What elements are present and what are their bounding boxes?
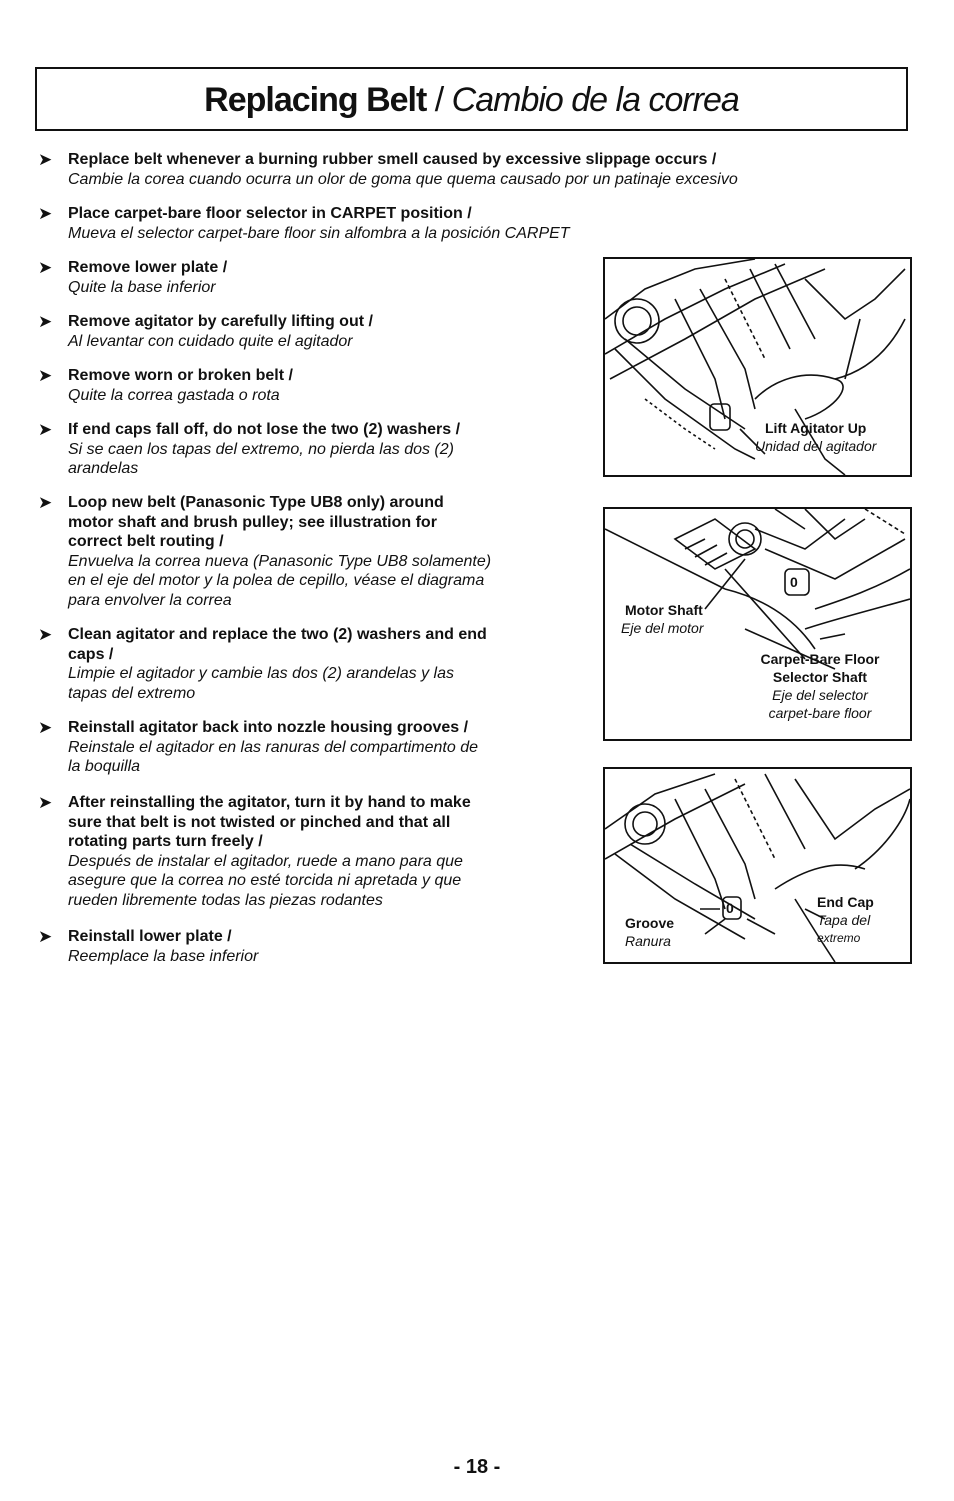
- arrow-bullet-icon: ➤: [38, 258, 53, 277]
- step-text-en: rotating parts turn freely /: [68, 833, 263, 850]
- lift-agitator-label-es: Unidad del agitador: [755, 438, 877, 454]
- step-text-es: Quite la correa gastada o rota: [68, 386, 280, 404]
- arrow-bullet-icon: ➤: [38, 150, 53, 169]
- step-text-es: asegure que la correa no esté torcida ni apretada y que: [68, 872, 462, 889]
- step-text-es: Después de instalar el agitador, ruede a mano para que: [68, 852, 463, 870]
- end-cap-label: [817, 893, 874, 947]
- fig3-tag: 0: [726, 900, 734, 916]
- step-text-en: Reinstall agitator back into nozzle housing grooves /: [68, 719, 469, 736]
- end-cap-label-es-1: Tapa del: [817, 912, 871, 928]
- title-english: Replacing Belt: [204, 81, 427, 119]
- step-text-es: Reemplace la base inferior: [68, 947, 259, 965]
- selector-shaft-label-es-2: carpet-bare floor: [768, 705, 872, 721]
- step-text-en: caps /: [68, 645, 114, 663]
- arrow-bullet-icon: ➤: [38, 204, 53, 223]
- step-text-en: Remove agitator by carefully lifting out /: [68, 313, 373, 330]
- arrow-bullet-icon: ➤: [38, 312, 53, 331]
- lift-agitator-label: [755, 419, 877, 455]
- title-spanish: Cambio de la correa: [451, 81, 739, 119]
- step-text-es: en el eje del motor y la polea de cepillo, véase el diagrama: [68, 572, 485, 589]
- step-text-en: Clean agitator and replace the two (2) washers and end: [68, 626, 487, 643]
- step-text-es: arandelas: [68, 460, 139, 477]
- step-text-en: If end caps fall off, do not lose the two (2) washers /: [68, 421, 461, 438]
- step-text-en: Replace belt whenever a burning rubber smell caused by excessive slippage occurs /: [68, 151, 717, 168]
- arrow-bullet-icon: ➤: [38, 927, 53, 946]
- step-text-es: tapas del extremo: [68, 684, 196, 702]
- step-text-en: Reinstall lower plate /: [68, 928, 232, 945]
- figure-lift-agitator: [603, 257, 912, 477]
- figure-belt-routing: [603, 507, 912, 741]
- end-cap-label-es-2: extremo: [817, 931, 861, 945]
- step-text-en: Loop new belt (Panasonic Type UB8 only) around: [68, 494, 444, 511]
- step-text-es: rueden libremente todas las piezas rodantes: [68, 891, 383, 909]
- step-text-es: Si se caen los tapas del extremo, no pierda las dos (2): [68, 440, 454, 458]
- end-cap-label-en: End Cap: [817, 894, 874, 910]
- selector-shaft-label-en-2: Selector Shaft: [772, 669, 868, 685]
- step-text-en: motor shaft and brush pulley; see illustration for: [68, 513, 437, 531]
- arrow-bullet-icon: ➤: [38, 420, 53, 439]
- fig2-tag: 0: [790, 574, 798, 590]
- motor-shaft-label-es: Eje del motor: [621, 620, 704, 636]
- step-text-es: Mueva el selector carpet-bare floor sin alfombra a la posición CARPET: [68, 224, 570, 242]
- step-text-en: sure that belt is not twisted or pinched and that all: [68, 813, 451, 831]
- groove-label-en: Groove: [625, 915, 675, 931]
- step-text-en: Place carpet-bare floor selector in CARPET position /: [68, 205, 472, 222]
- motor-shaft-label-en: Motor Shaft: [625, 602, 703, 618]
- step-text-es: Al levantar con cuidado quite el agitador: [68, 332, 353, 350]
- page-title: [37, 81, 906, 120]
- arrow-bullet-icon: ➤: [38, 793, 53, 812]
- selector-shaft-label-es-1: Eje del selector: [772, 687, 868, 703]
- step-text-es: Cambie la corea cuando ocurra un olor de goma que quema causado por un patinaje excesivo: [68, 170, 738, 188]
- motor-shaft-label: [621, 601, 704, 637]
- step-text-en: correct belt routing /: [68, 533, 224, 550]
- step-text-es: Limpie el agitador y cambie las dos (2) arandelas y las: [68, 665, 454, 682]
- step-text-en: After reinstalling the agitator, turn it by hand to make: [68, 794, 471, 811]
- arrow-bullet-icon: ➤: [38, 493, 53, 512]
- step-text-es: Envuelva la correa nueva (Panasonic Type UB8 solamente): [68, 552, 492, 570]
- step-text-es: Quite la base inferior: [68, 278, 216, 296]
- figure-reinstall-agitator: [603, 767, 912, 964]
- arrow-bullet-icon: ➤: [38, 718, 53, 737]
- title-separator: /: [426, 81, 452, 119]
- arrow-bullet-icon: ➤: [38, 366, 53, 385]
- title-box: [35, 67, 908, 131]
- step-text-en: Remove lower plate /: [68, 259, 228, 276]
- groove-label-es: Ranura: [625, 933, 671, 949]
- arrow-bullet-icon: ➤: [38, 625, 53, 644]
- lift-agitator-label-en: Lift Agitator Up: [765, 420, 867, 436]
- step-text-es: Reinstale el agitador en las ranuras del compartimento de: [68, 738, 479, 756]
- groove-label: [625, 914, 674, 950]
- step-text-es: la boquilla: [68, 758, 141, 775]
- selector-shaft-label: [725, 650, 912, 722]
- selector-shaft-label-en-1: Carpet-Bare Floor: [760, 651, 880, 667]
- step-text-en: Remove worn or broken belt /: [68, 367, 293, 384]
- page-number: - 18 -: [453, 1456, 501, 1478]
- step-text-es: para envolver la correa: [68, 591, 232, 609]
